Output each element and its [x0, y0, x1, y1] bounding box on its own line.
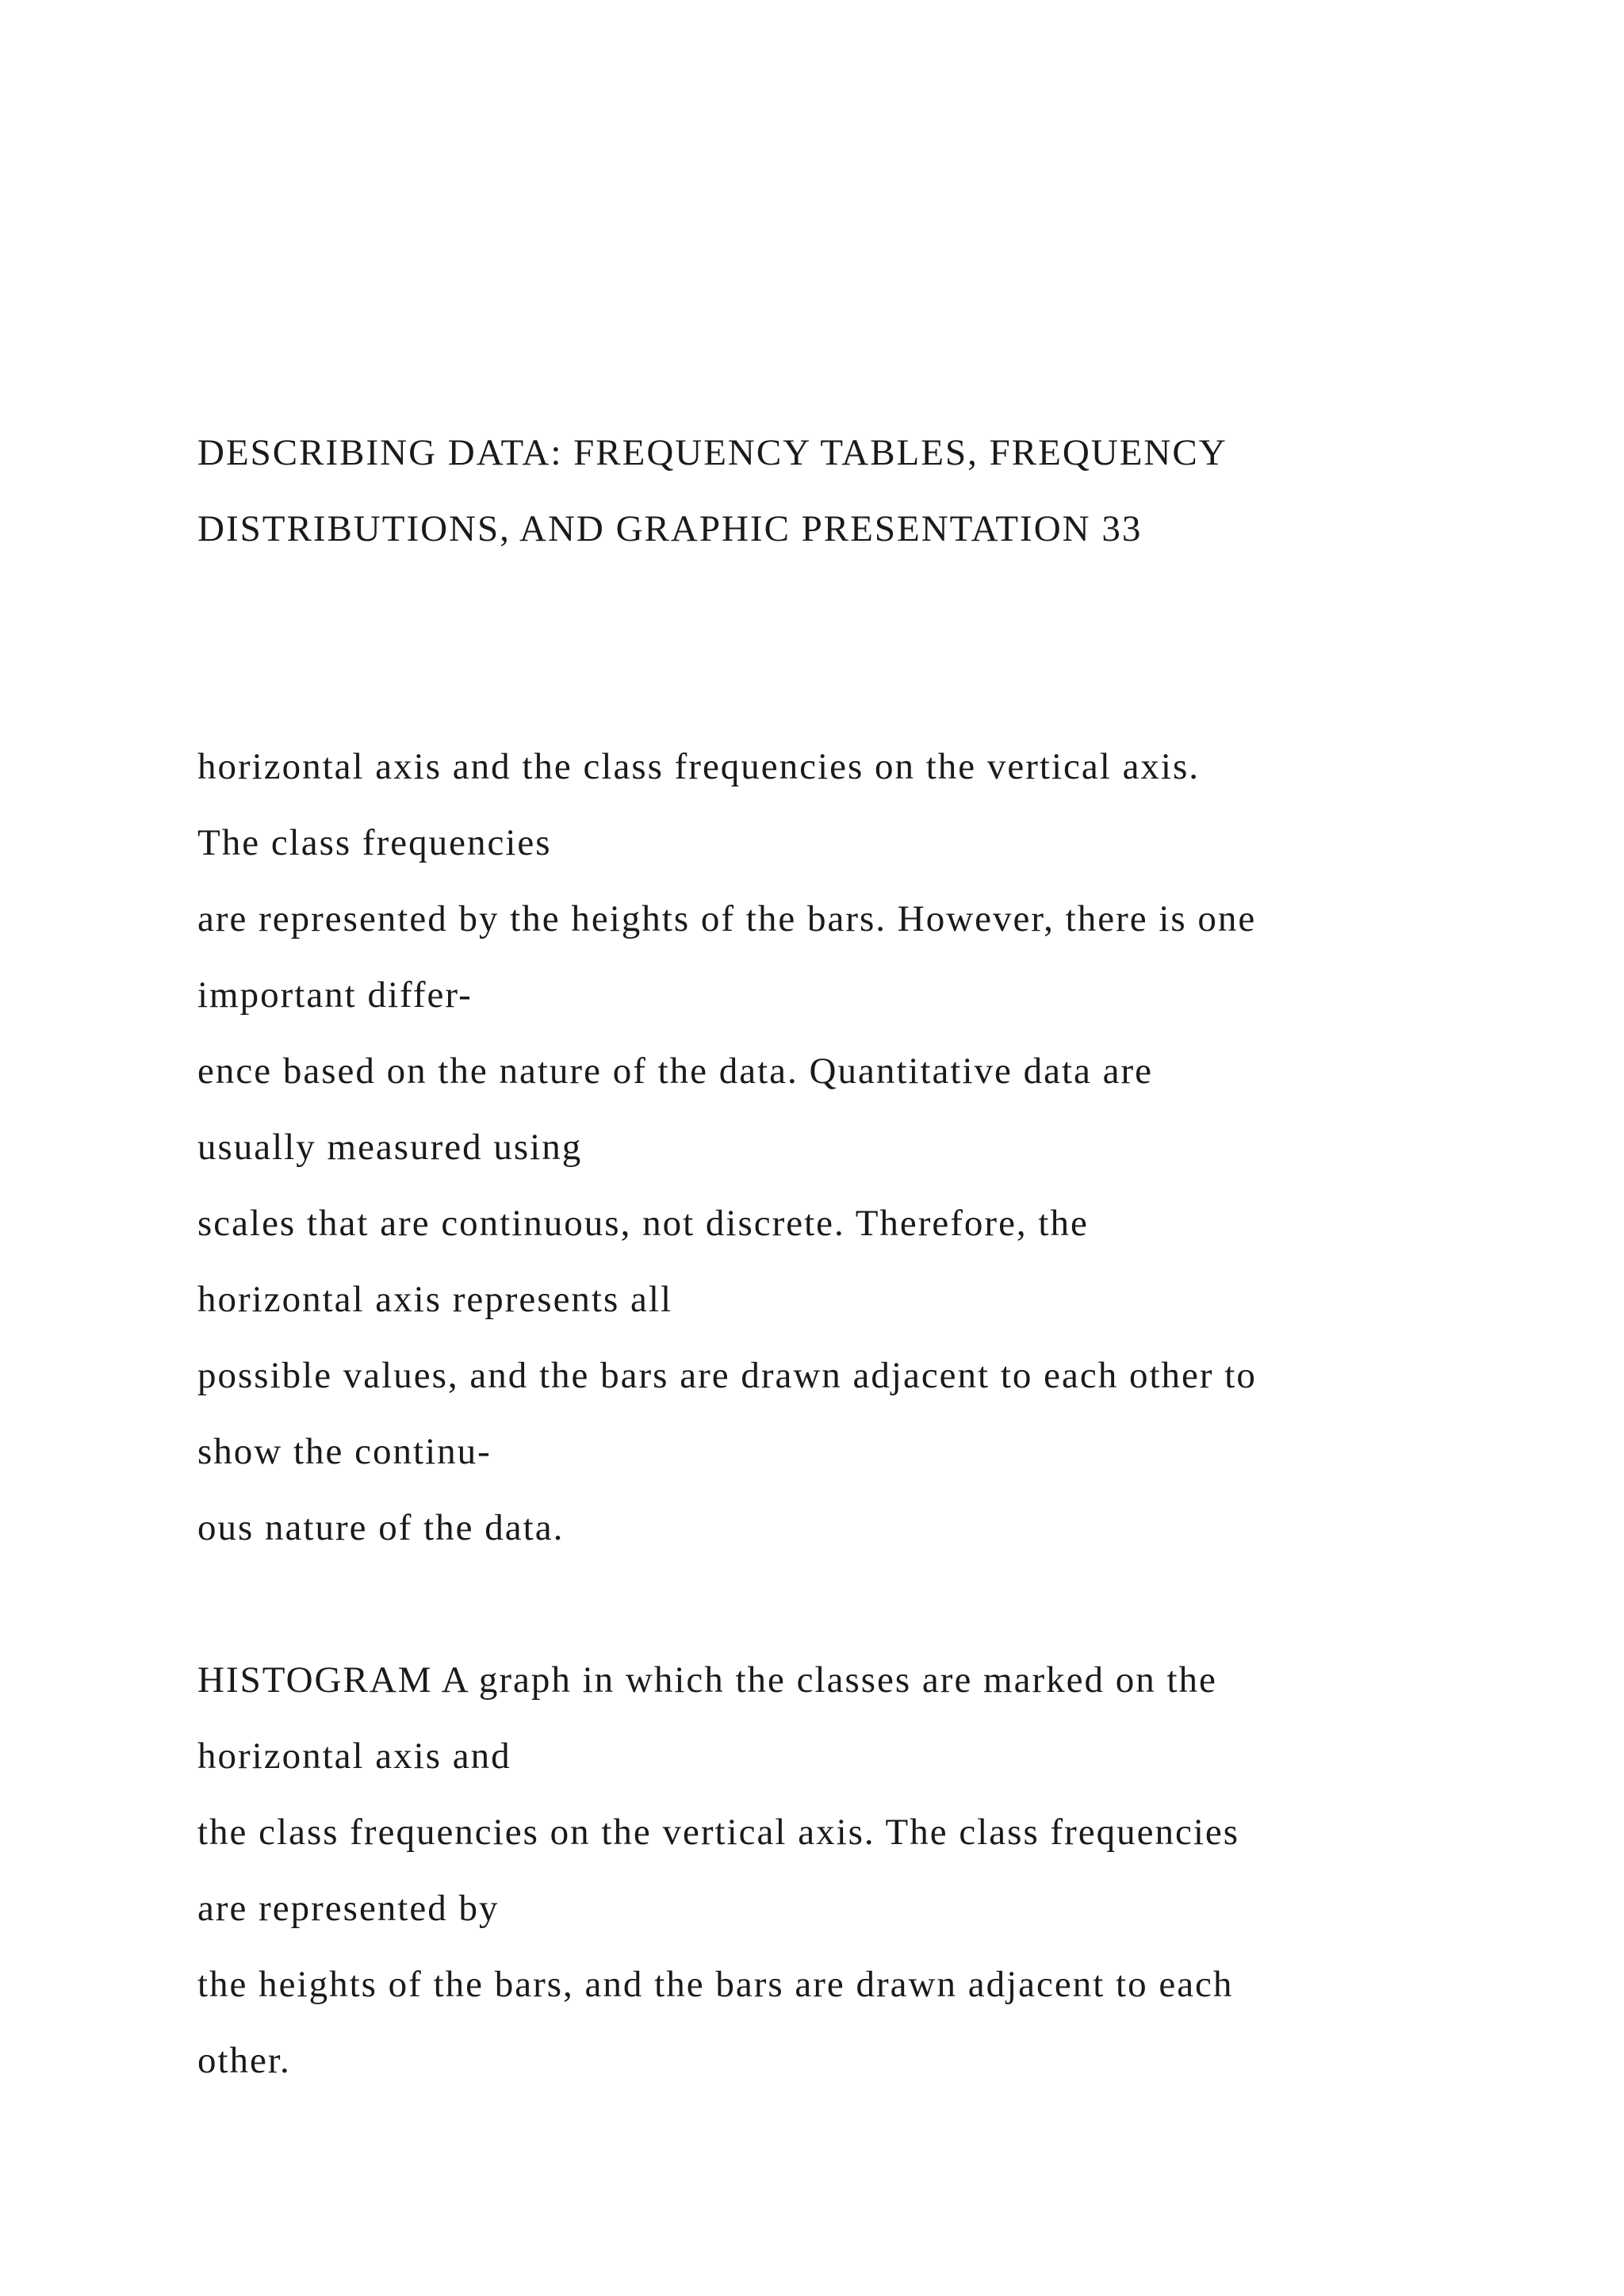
- heading-line: DISTRIBUTIONS, AND GRAPHIC PRESENTATION 33: [197, 508, 1143, 549]
- text-line: The class frequencies: [197, 822, 552, 863]
- text-line: usually measured using: [197, 1127, 583, 1168]
- text-line: important differ-: [197, 974, 473, 1016]
- text-line: the class frequencies on the vertical axis. The class frequencies: [197, 1812, 1240, 1853]
- text-line: scales that are continuous, not discrete. Therefore, the: [197, 1203, 1089, 1244]
- text-line: ous nature of the data.: [197, 1507, 565, 1548]
- text-line: show the continu-: [197, 1431, 492, 1472]
- text-line: the heights of the bars, and the bars are drawn adjacent to each: [197, 1964, 1234, 2005]
- text-line: horizontal axis and: [197, 1735, 511, 1777]
- text-line: ence based on the nature of the data. Quantitative data are: [197, 1050, 1154, 1092]
- text-line: other.: [197, 2040, 291, 2081]
- text-line: are represented by: [197, 1888, 500, 1929]
- text-line: HISTOGRAM A graph in which the classes are marked on the: [197, 1659, 1217, 1701]
- text-line: horizontal axis represents all: [197, 1279, 673, 1320]
- heading-line: DESCRIBING DATA: FREQUENCY TABLES, FREQUENCY: [197, 432, 1228, 473]
- text-line: possible values, and the bars are drawn adjacent to each other to: [197, 1355, 1257, 1396]
- text-line: are represented by the heights of the bars. However, there is one: [197, 898, 1257, 939]
- text-line: horizontal axis and the class frequencies on the vertical axis.: [197, 746, 1201, 787]
